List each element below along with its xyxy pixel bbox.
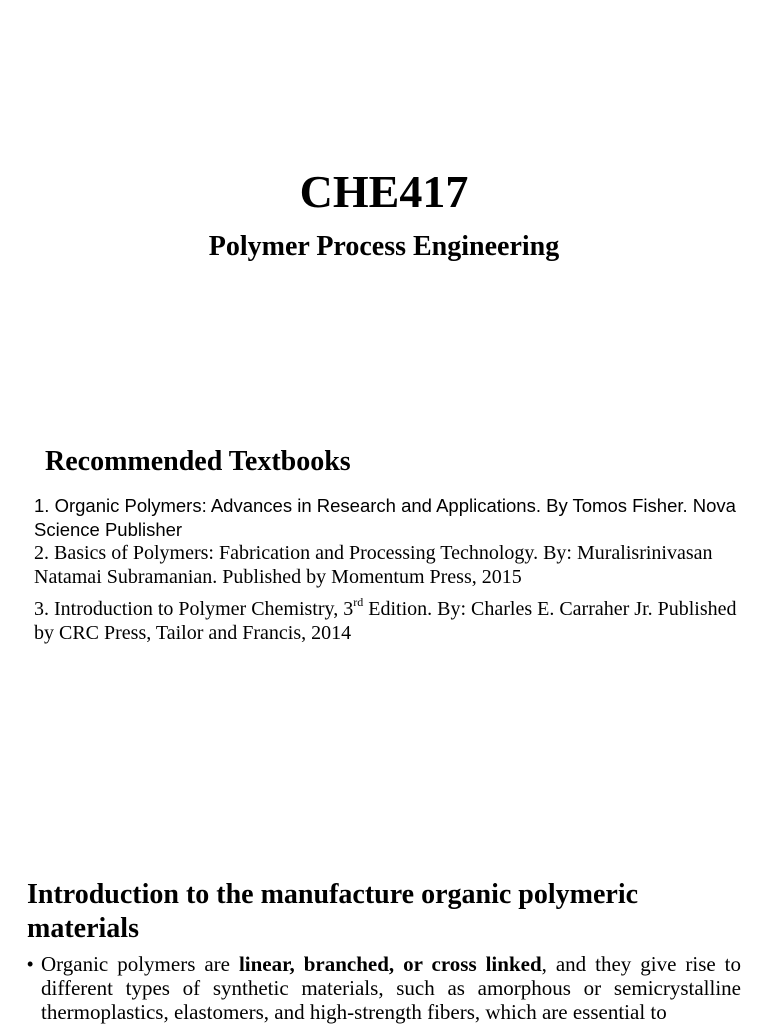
bullet-text-bold: linear, branched, or cross linked bbox=[238, 952, 542, 976]
textbook-item-3-superscript: rd bbox=[353, 595, 364, 610]
title-slide bbox=[0, 0, 768, 290]
bullet-item bbox=[27, 952, 741, 1024]
intro-slide bbox=[0, 860, 768, 1024]
textbook-item-3-text: 3. Introduction to Polymer Chemistry, 3 bbox=[34, 598, 354, 620]
bullet-marker: • bbox=[27, 954, 34, 974]
textbooks-slide bbox=[0, 290, 768, 860]
bullet-text-suffix: , and they give rise to different types of synthetic materials, such as amorphous or semicrystalline thermoplastics, elastomers, and high-strength fibers, which are essential to bbox=[41, 952, 742, 1024]
course-title: CHE417 bbox=[299, 166, 469, 217]
intro-heading: Introduction to the manufacture organic polymeric materials bbox=[27, 879, 639, 944]
textbooks-heading: Recommended Textbooks bbox=[45, 446, 351, 477]
bullet-text-prefix: Organic polymers are bbox=[41, 952, 239, 976]
textbook-item-2: 2. Basics of Polymers: Fabrication and Processing Technology. By: Muralisrinivasan Natamai Subramanian. Published by Momentum Press, 2015 bbox=[34, 542, 713, 588]
course-subtitle: Polymer Process Engineering bbox=[208, 231, 560, 262]
textbook-item-3 bbox=[34, 597, 754, 645]
textbook-item-1: 1. Organic Polymers: Advances in Research and Applications. By Tomos Fisher. Nova Science Publisher bbox=[34, 495, 736, 540]
textbook-item-3-text-rest: Edition. By: Charles E. Carraher Jr. Published by CRC Press, Tailor and Francis, 2014 bbox=[34, 598, 737, 644]
bullet-text bbox=[41, 952, 741, 1024]
